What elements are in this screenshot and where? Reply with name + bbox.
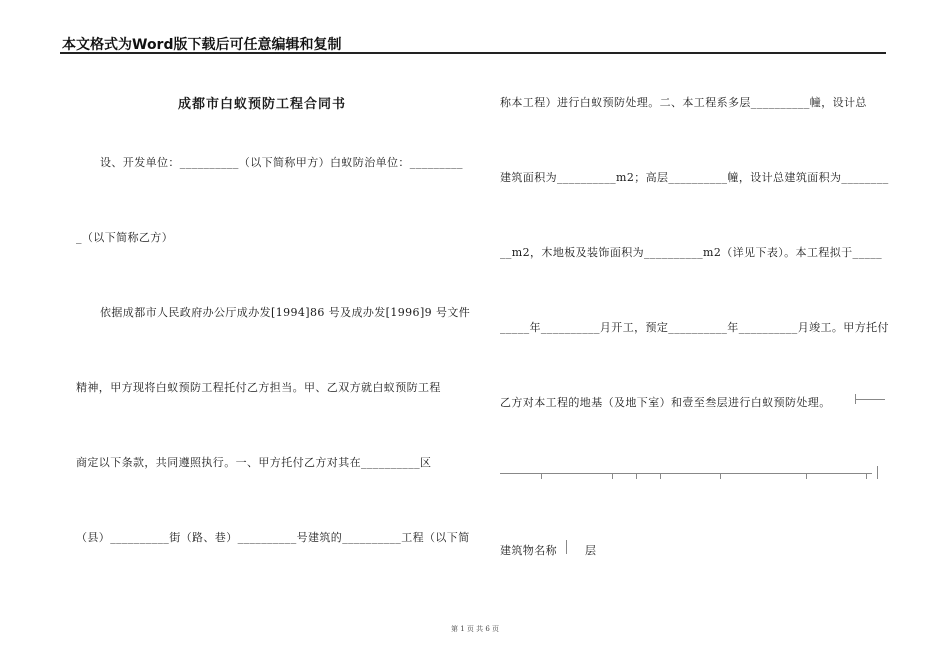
table-col-label: 层	[585, 544, 597, 557]
table-top-right-tick	[855, 394, 856, 404]
table-header-rule	[500, 473, 872, 474]
left-line-5: 商定以下条款，共同遵照执行。一、甲方托付乙方对其在__________区	[76, 456, 432, 469]
left-line-6: （县）__________街（路、巷）__________号建筑的__________工程（以下简	[76, 531, 470, 544]
page-footer: 第 1 页 共 6 页	[450, 625, 500, 633]
header-rule	[60, 52, 886, 54]
left-line-4: 精神，甲方现将白蚁预防工程托付乙方担当。甲、乙双方就白蚁预防工程	[76, 381, 441, 394]
document-title: 成都市白蚁预防工程合同书	[178, 97, 347, 112]
table-col-divider	[541, 473, 542, 479]
table-top-right-rule	[855, 399, 885, 400]
right-line-4: _____年__________月开工，预定__________年__________月竣工。甲方托付	[500, 321, 889, 334]
document-header: 本文格式为Word版下载后可任意编辑和复制	[62, 37, 342, 53]
table-row-label: 建筑物名称	[500, 544, 557, 557]
right-line-1: 称本工程）进行白蚁预防处理。二、本工程系多层__________幢，设计总	[500, 96, 867, 109]
table-cell-divider	[566, 540, 567, 554]
right-line-5: 乙方对本工程的地基（及地下室）和壹至叁层进行白蚁预防处理。	[500, 396, 831, 409]
right-line-3: __m2，木地板及装饰面积为__________m2（详见下表）。本工程拟于_____	[500, 246, 883, 259]
table-col-divider	[660, 473, 661, 479]
table-col-divider	[866, 473, 867, 479]
table-col-divider	[720, 473, 721, 479]
table-col-divider	[636, 473, 637, 479]
table-col-divider	[806, 473, 807, 479]
table-col-divider	[612, 473, 613, 479]
left-line-1: 设、开发单位：__________（以下简称甲方）白蚁防治单位：_________	[100, 156, 463, 169]
right-line-2: 建筑面积为__________m2；高层__________幢，设计总建筑面积为________	[500, 171, 889, 184]
left-line-2: _（以下简称乙方）	[76, 231, 174, 244]
table-right-edge	[877, 466, 878, 479]
left-line-3: 依据成都市人民政府办公厅成办发[1994]86 号及成办发[1996]9 号文件	[100, 306, 471, 319]
